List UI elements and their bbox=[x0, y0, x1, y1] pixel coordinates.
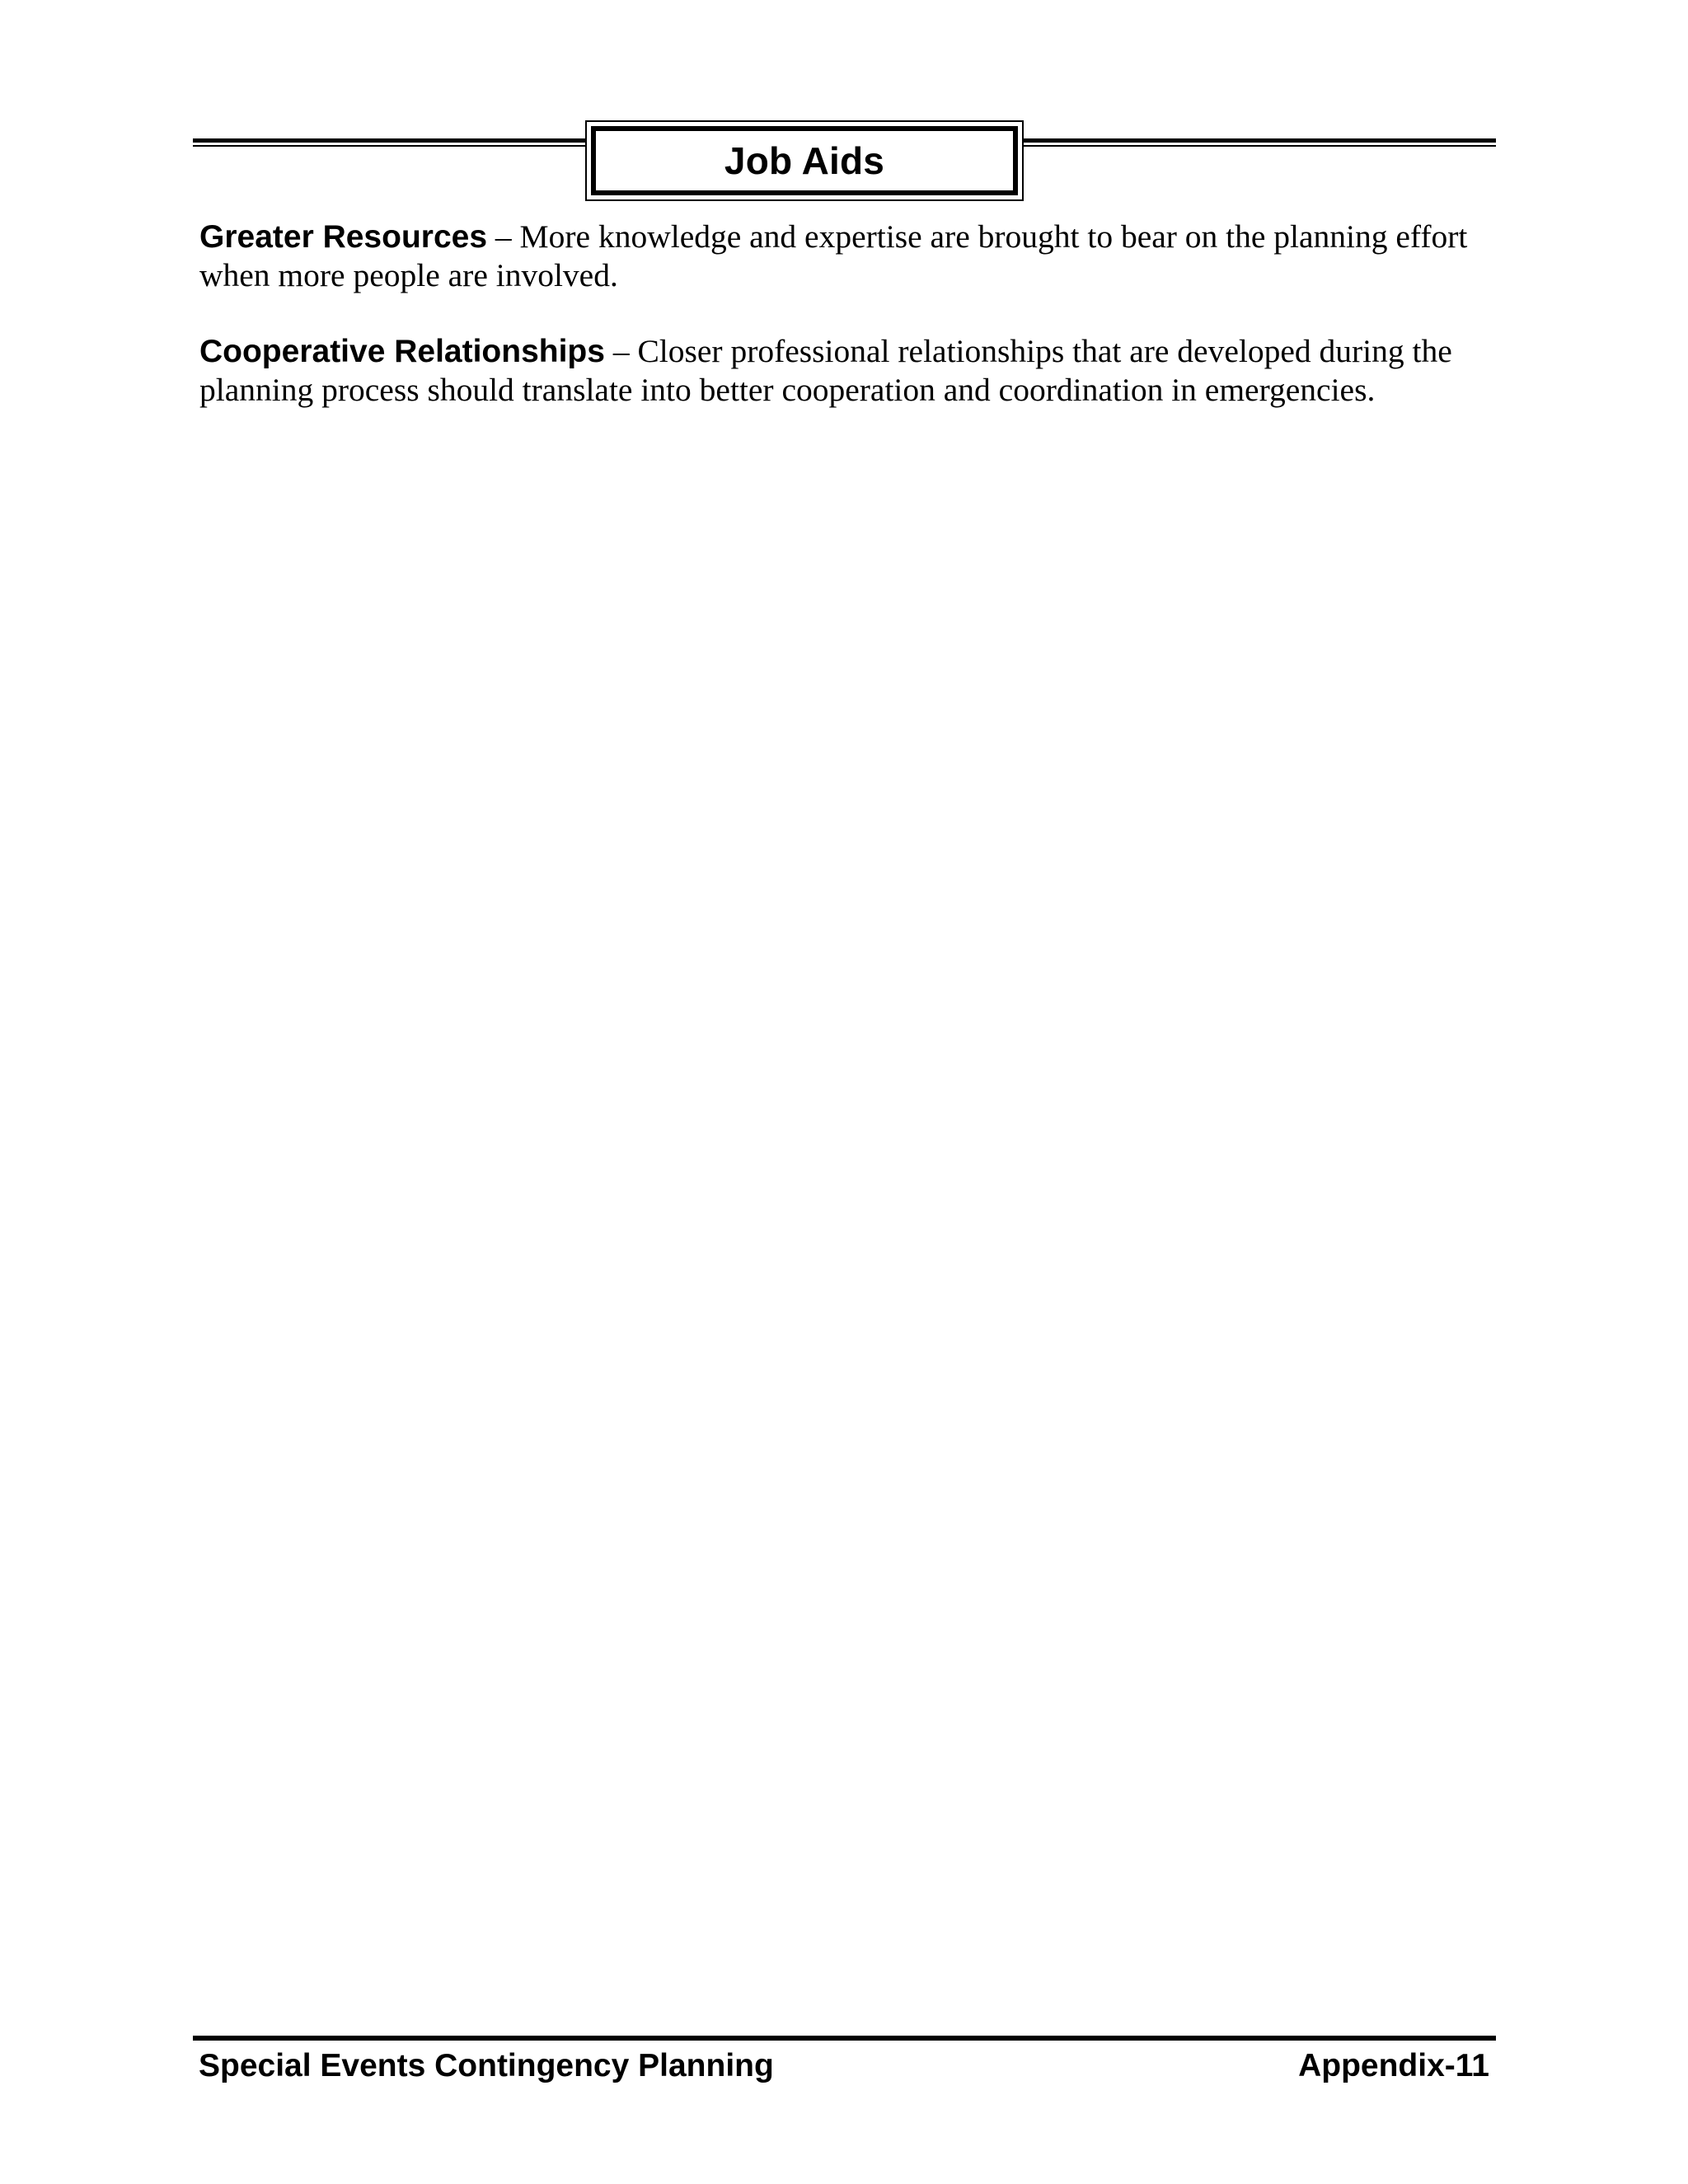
paragraph-cooperative-relationships bbox=[199, 332, 1510, 409]
header-rule-right bbox=[1024, 138, 1496, 147]
footer-document-title: Special Events Contingency Planning bbox=[199, 2048, 774, 2083]
page-header bbox=[193, 120, 1496, 201]
term-separator: – bbox=[604, 333, 638, 369]
paragraph-text: Closer professional relationships that are developed during the planning process should translate into better cooperation and coordination in emergencies. bbox=[199, 333, 1452, 408]
title-box bbox=[585, 120, 1024, 201]
term-cooperative-relationships: Cooperative Relationships bbox=[199, 334, 605, 369]
page-body bbox=[199, 218, 1510, 447]
page-footer bbox=[199, 2047, 1489, 2085]
header-rule-left bbox=[193, 138, 585, 147]
term-greater-resources: Greater Resources bbox=[199, 219, 488, 255]
term-separator: – bbox=[487, 218, 520, 255]
footer-page-number: Appendix-11 bbox=[1298, 2048, 1489, 2083]
title-box-inner bbox=[591, 126, 1018, 195]
footer-rule bbox=[193, 2036, 1496, 2041]
paragraph-greater-resources bbox=[199, 218, 1510, 294]
page-title: Job Aids bbox=[724, 139, 885, 182]
paragraph-text: More knowledge and expertise are brought to bear on the planning effort when more people are involved. bbox=[199, 218, 1468, 293]
